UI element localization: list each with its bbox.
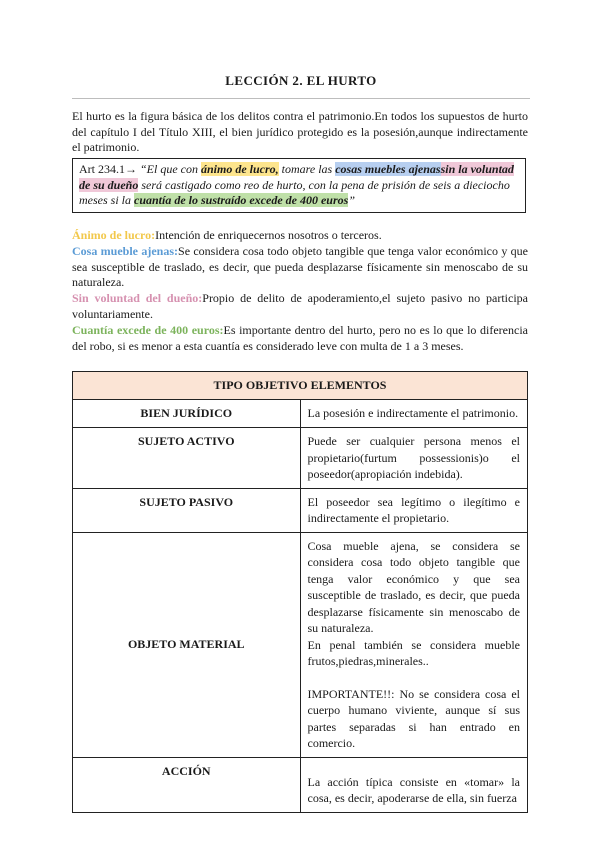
quote-text: “El que con	[140, 162, 201, 176]
page-title: LECCIÓN 2. EL HURTO	[225, 73, 377, 88]
row-label: SUJETO PASIVO	[73, 488, 301, 532]
definition-term: Sin voluntad del dueño:	[72, 291, 203, 305]
row-value: La acción típica consiste en «tomar» la cosa, es decir, apoderarse de ella, sin fuerza	[300, 757, 528, 812]
title-divider	[72, 98, 530, 99]
row-value: Puede ser cualquier persona menos el propietario(furtum possessionis)o el poseedor(apropiación indebida).	[300, 428, 528, 489]
table-row	[73, 400, 528, 428]
highlight-cosas: cosas muebles ajenas	[335, 162, 441, 176]
quote-text: ”	[348, 193, 356, 207]
table-row	[73, 532, 528, 757]
highlight-cuantia: cuantía de lo sustraído excede de 400 euros	[134, 193, 349, 207]
definition-cosa	[72, 244, 528, 291]
definition-text: Propio de delito de apoderamiento,el sujeto pasivo no participa voluntariamente.	[72, 291, 528, 321]
highlight-animo: ánimo de lucro,	[201, 162, 279, 176]
row-label: OBJETO MATERIAL	[73, 532, 301, 757]
definition-voluntad	[72, 291, 528, 322]
definition-term: Cosa mueble ajenas:	[72, 244, 179, 258]
row-value: La posesión e indirectamente el patrimonio.	[300, 400, 528, 428]
row-label: BIEN JURÍDICO	[73, 400, 301, 428]
definition-text: Es importante dentro del hurto, pero no es lo que lo diferencia del robo, si es menor a esta cuantía es considerado leve con multa de 1 a 3 meses.	[72, 323, 528, 353]
row-value-paragraph: IMPORTANTE!!: No se considera cosa el cuerpo humano viviente, aunque sí sus partes separadas si han entrado en comercio.	[307, 686, 520, 750]
definition-term: Cuantía excede de 400 euros:	[72, 323, 224, 337]
quote-text: será castigado como reo de hurto, con la pena de prisión de seis a dieciocho meses si la	[79, 177, 510, 207]
elements-table	[72, 371, 528, 813]
table-header: TIPO OBJETIVO ELEMENTOS	[73, 372, 528, 400]
row-value-paragraph: Cosa mueble ajena, se considera se considera cosa todo objeto tangible que tenga valor económico y que sea susceptible de traslado, es decir, que pueda desplazarse físicamente sin menoscabo de su naturaleza.	[307, 538, 520, 635]
definition-animo	[72, 228, 528, 244]
row-label: ACCIÓN	[73, 757, 301, 812]
row-label: SUJETO ACTIVO	[73, 428, 301, 489]
row-value-paragraph: En penal también se considera mueble frutos,piedras,minerales..	[307, 637, 520, 668]
definition-cuantia	[72, 323, 528, 354]
quote-text: tomare las	[278, 162, 336, 176]
row-value	[300, 532, 528, 757]
intro-paragraph: El hurto es la figura básica de los delitos contra el patrimonio.En todos los supuestos de hurto del capítulo I del Título XIII, el bien jurídico protegido es la posesión,aunque indirectamente el patrimonio.	[72, 109, 528, 154]
definition-term: Ánimo de lucro:	[72, 228, 156, 242]
definition-text: Se considera cosa todo objeto tangible que tenga valor económico y que sea susceptible de traslado, es decir, que pueda desplazarse físicamente sin menoscabo de su naturaleza.	[72, 244, 528, 289]
article-reference: Art 234.1→	[79, 162, 140, 176]
table-header-row	[73, 372, 528, 400]
table-row	[73, 757, 528, 812]
table-row	[73, 428, 528, 489]
definition-text: Intención de enriquecernos nosotros o terceros.	[155, 228, 382, 242]
article-quote-box	[72, 158, 526, 213]
highlight-voluntad: sin la voluntad de su dueño	[79, 162, 514, 192]
row-value: El poseedor sea legítimo o ilegítimo e indirectamente el propietario.	[300, 488, 528, 532]
spacer	[308, 670, 521, 686]
table-row	[73, 488, 528, 532]
